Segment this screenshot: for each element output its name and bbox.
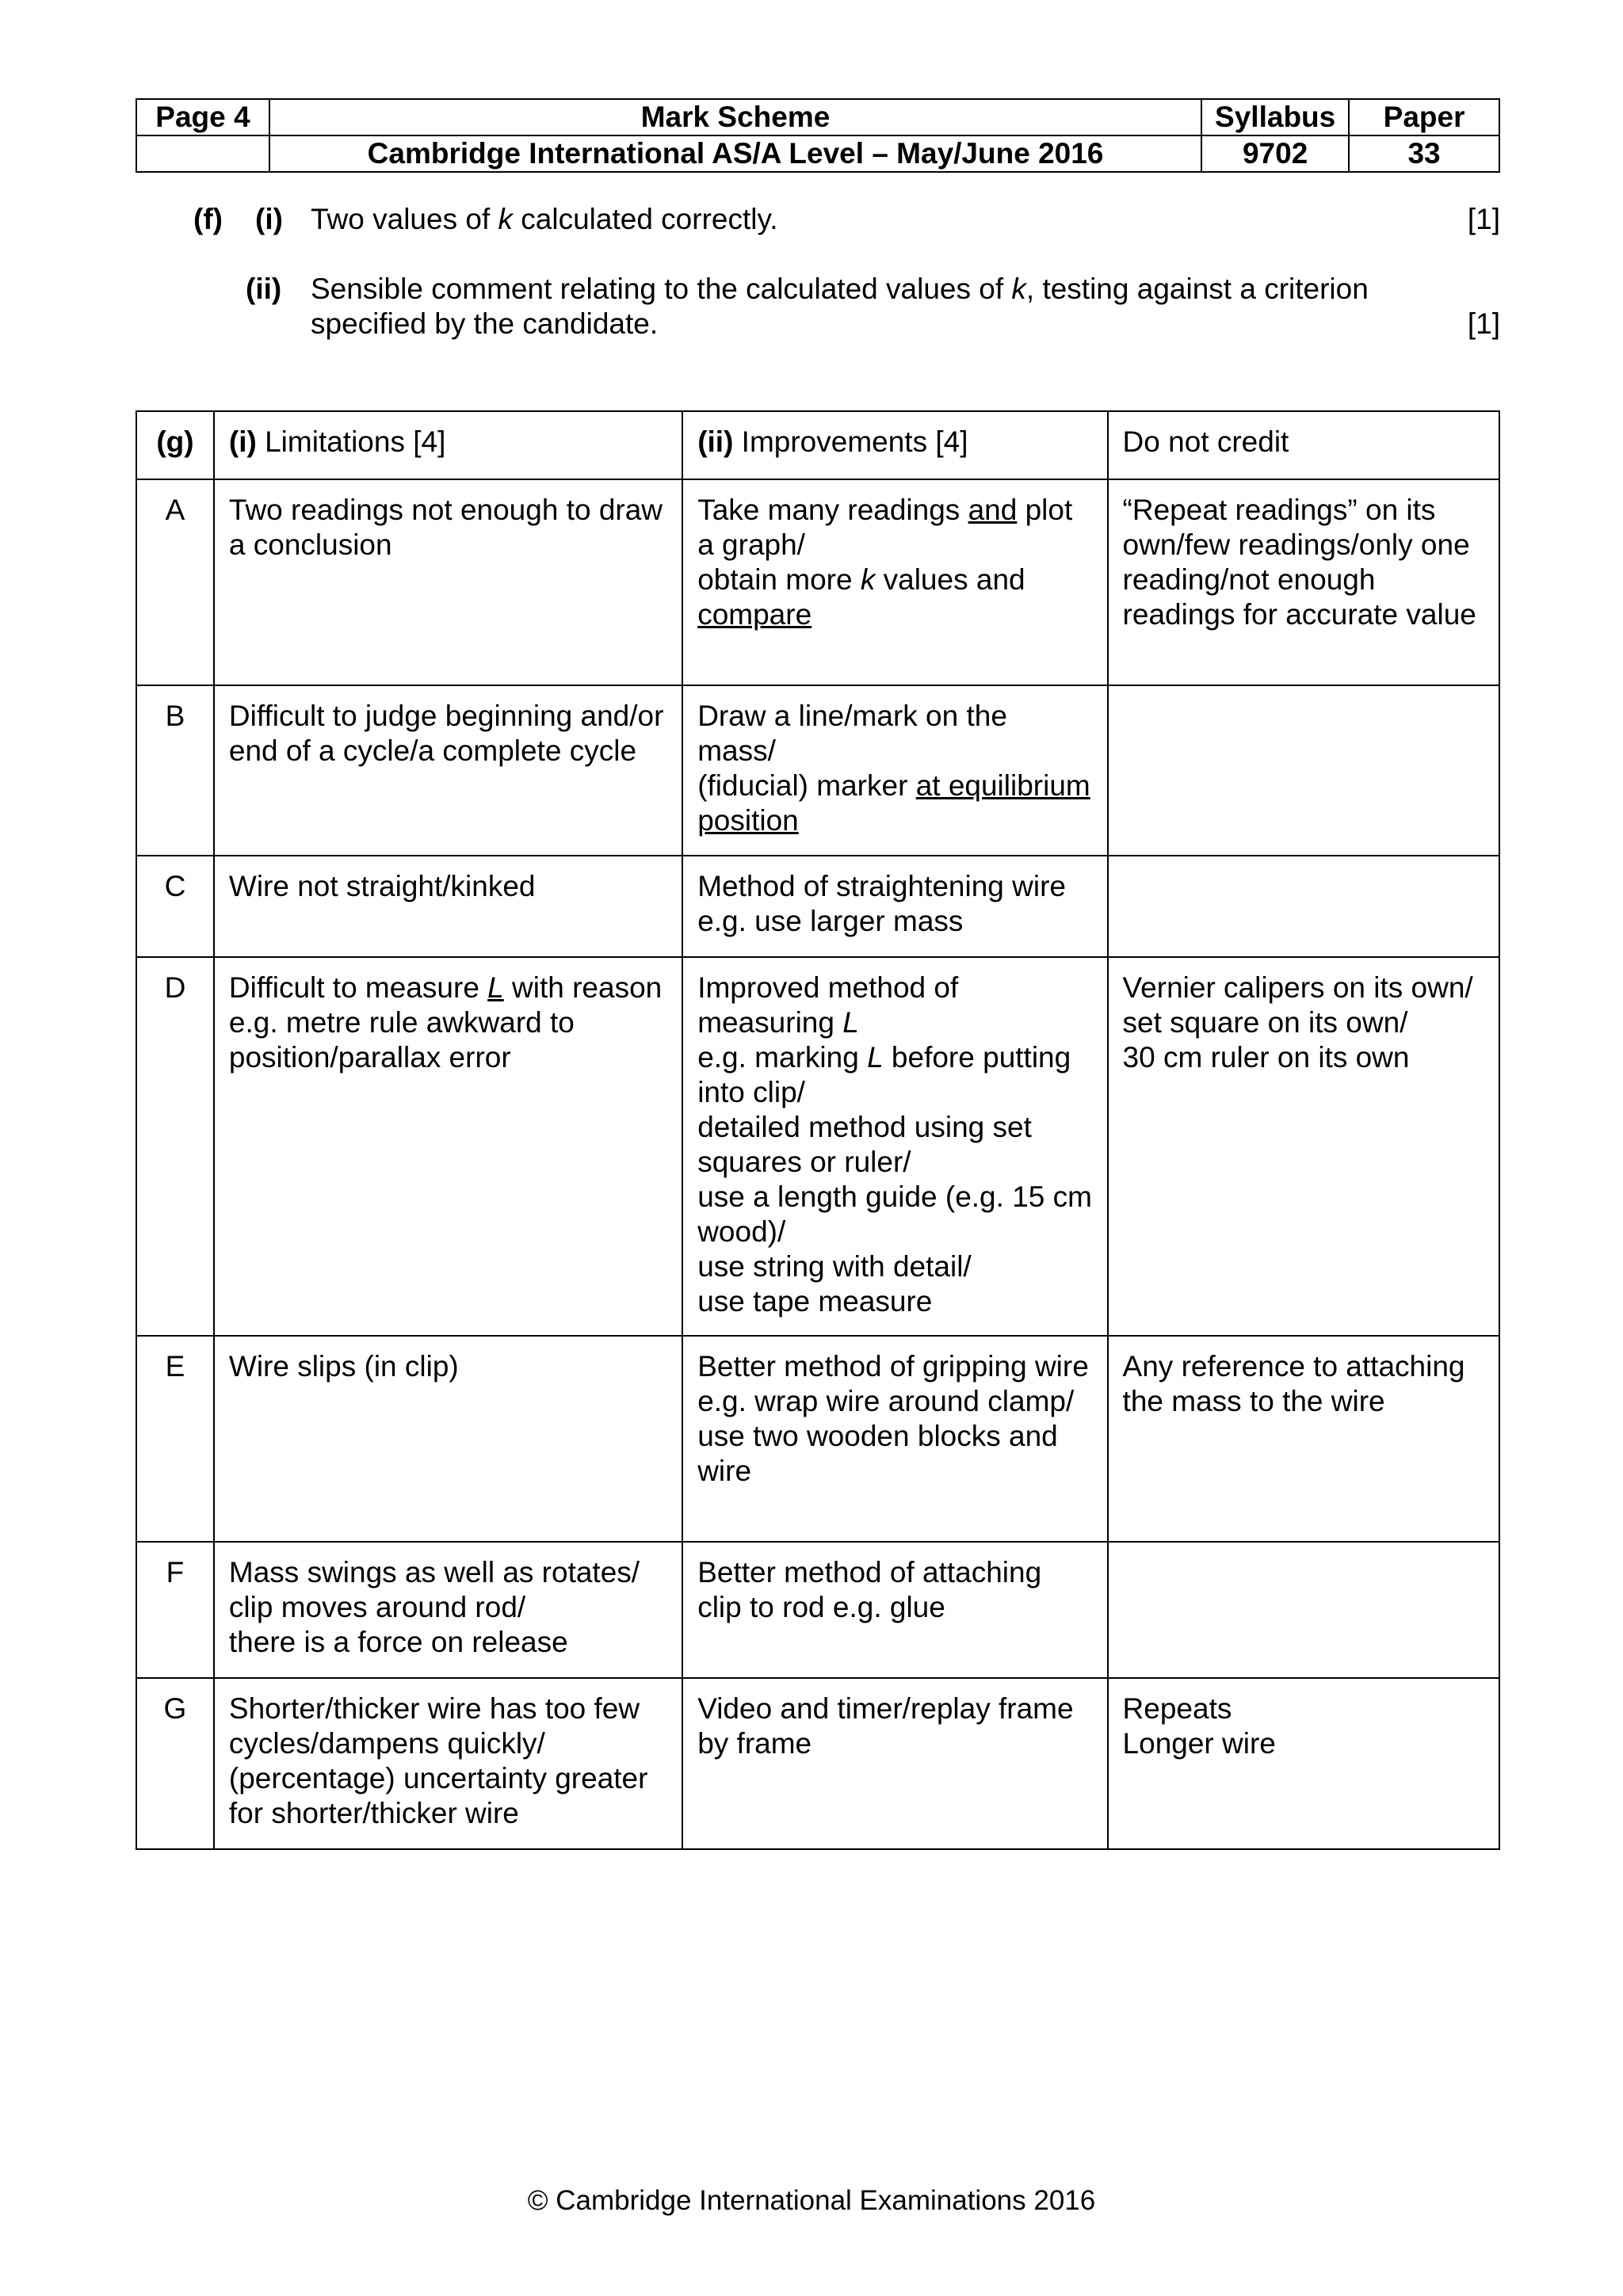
- doc-type: Mark Scheme: [269, 99, 1201, 135]
- do-not-credit-cell: [1108, 1678, 1499, 1849]
- part-f-i-label: (i): [255, 203, 283, 235]
- text-line: Repeats: [1122, 1692, 1232, 1725]
- text-line: 30 cm ruler on its own: [1122, 1041, 1410, 1074]
- header-do-not-credit: Do not credit: [1108, 411, 1499, 479]
- row-key: C: [136, 856, 214, 957]
- table-row: [136, 1336, 1499, 1542]
- text-fragment: , testing against a criterion specified by the candidate.: [311, 273, 1369, 340]
- do-not-credit-cell: “Repeat readings” on its own/few readings/only one reading/not enough readings for accurate value: [1108, 479, 1499, 685]
- qualification: Cambridge International AS/A Level – May/June 2016: [269, 135, 1201, 172]
- header-table: [136, 98, 1500, 173]
- copyright-footer: © Cambridge International Examinations 2016: [527, 2185, 1096, 2216]
- text-fragment: calculated correctly.: [513, 203, 778, 235]
- syllabus-label: Syllabus: [1201, 99, 1349, 135]
- text-fragment: Two values of: [311, 203, 498, 235]
- paper-number: 33: [1349, 135, 1499, 172]
- text-line: e.g. metre rule awkward to position/parallax error: [228, 1006, 575, 1074]
- table-row: [136, 685, 1499, 856]
- text-line: [229, 971, 667, 1005]
- text-line: Mass swings as well as rotates/: [228, 1556, 640, 1589]
- text-line: Longer wire: [1122, 1727, 1276, 1760]
- improvement-cell: [682, 1336, 1107, 1542]
- variable-l: L: [842, 1006, 859, 1039]
- text-line: detailed method using set squares or ruler/: [697, 1111, 1032, 1178]
- row-key: E: [136, 1336, 214, 1542]
- text-fragment: Improved method of measuring: [697, 971, 959, 1039]
- text-fragment: Sensible comment relating to the calculated values of: [311, 273, 1012, 305]
- limitation-cell: Difficult to judge beginning and/or end of a cycle/a complete cycle: [214, 685, 682, 856]
- table-row: [136, 957, 1499, 1336]
- text-fragment: obtain more: [697, 563, 861, 596]
- variable-k: k: [498, 203, 514, 235]
- text-line: use two wooden blocks and wire: [697, 1420, 1058, 1487]
- limitations-table: [136, 410, 1500, 1850]
- part-f-ii-label: (ii): [246, 273, 282, 305]
- text-line: (percentage) uncertainty greater for shorter/thicker wire: [228, 1762, 648, 1829]
- part-f-ii-mark: [1]: [1467, 307, 1500, 340]
- header-g: (g): [136, 411, 214, 479]
- do-not-credit-cell: [1108, 685, 1499, 856]
- improvement-cell: [682, 479, 1107, 685]
- variable-k: k: [1011, 273, 1026, 305]
- variable-l: L: [487, 971, 504, 1004]
- improvement-cell: Video and timer/replay frame by frame: [682, 1678, 1107, 1849]
- text-fragment: Limitations [4]: [256, 425, 446, 458]
- paper-label: Paper: [1349, 99, 1499, 135]
- row-key: B: [136, 685, 214, 856]
- text-fragment: (ii): [697, 425, 734, 458]
- text-fragment: e.g. marking: [697, 1041, 868, 1074]
- text-line: e.g. wrap wire around clamp/: [697, 1385, 1075, 1417]
- text-line: [697, 769, 1092, 838]
- table-row: [136, 1678, 1499, 1849]
- text-fragment: before putting into clip/: [697, 1041, 1071, 1108]
- text-fragment: (fiducial) marker: [697, 769, 916, 802]
- limitation-cell: [214, 1678, 682, 1849]
- improvement-cell: [682, 856, 1107, 957]
- part-f-i-text: [311, 202, 778, 237]
- limitation-cell: [214, 957, 682, 1336]
- header-improvements: [682, 411, 1107, 479]
- variable-k: k: [860, 563, 876, 596]
- text-line: Better method of gripping wire: [697, 1350, 1089, 1383]
- syllabus-code: 9702: [1201, 135, 1349, 172]
- part-f-ii-text: [311, 272, 1420, 341]
- text-fragment: and: [968, 494, 1018, 526]
- text-line: use a length guide (e.g. 15 cm wood)/: [697, 1180, 1092, 1248]
- do-not-credit-cell: [1108, 856, 1499, 957]
- do-not-credit-cell: [1108, 957, 1499, 1336]
- text-line: Method of straightening wire: [697, 870, 1066, 902]
- table-row: [136, 479, 1499, 685]
- text-fragment: (i): [228, 425, 257, 458]
- row-key: D: [136, 957, 214, 1336]
- improvement-cell: [682, 685, 1107, 856]
- text-line: clip moves around rod/: [228, 1591, 526, 1623]
- text-fragment: at equilibrium position: [697, 769, 1090, 837]
- text-fragment: compare: [697, 598, 812, 631]
- text-line: e.g. use larger mass: [697, 905, 964, 937]
- text-line: [697, 1040, 1092, 1110]
- limitation-cell: Two readings not enough to draw a conclusion: [214, 479, 682, 685]
- text-line: Shorter/thicker wire has too few cycles/dampens quickly/: [228, 1692, 640, 1760]
- row-key: G: [136, 1678, 214, 1849]
- row-key: A: [136, 479, 214, 685]
- table-header-row: [136, 411, 1499, 479]
- table-row: [136, 1542, 1499, 1678]
- text-line: set square on its own/: [1122, 1006, 1408, 1039]
- text-fragment: plot a graph/: [697, 494, 1073, 561]
- text-line: [697, 563, 1092, 632]
- text-fragment: Improvements [4]: [733, 425, 968, 458]
- text-line: [697, 493, 1092, 563]
- variable-l: L: [867, 1041, 884, 1074]
- limitation-cell: Wire not straight/kinked: [214, 856, 682, 957]
- text-fragment: Difficult to measure: [228, 971, 488, 1004]
- part-f-i-mark: [1]: [1467, 203, 1500, 235]
- part-f-label: (f): [193, 203, 223, 235]
- text-fragment: with reason: [503, 971, 663, 1004]
- text-fragment: values and: [875, 563, 1025, 596]
- text-line: use string with detail/: [697, 1250, 972, 1283]
- text-line: use tape measure: [697, 1285, 933, 1318]
- text-line: [697, 971, 1092, 1040]
- text-line: Vernier calipers on its own/: [1122, 971, 1473, 1004]
- text-line: there is a force on release: [228, 1626, 568, 1658]
- row-key: F: [136, 1542, 214, 1678]
- table-row: [136, 856, 1499, 957]
- header-empty-cell: [136, 135, 269, 172]
- do-not-credit-cell: Any reference to attaching the mass to the wire: [1108, 1336, 1499, 1542]
- limitation-cell: Wire slips (in clip): [214, 1336, 682, 1542]
- do-not-credit-cell: [1108, 1542, 1499, 1678]
- text-fragment: Take many readings: [697, 494, 968, 526]
- header-limitations: [214, 411, 682, 479]
- page-label: Page 4: [136, 99, 269, 135]
- limitation-cell: [214, 1542, 682, 1678]
- improvement-cell: [682, 957, 1107, 1336]
- text-line: Draw a line/mark on the mass/: [697, 700, 1007, 767]
- improvement-cell: Better method of attaching clip to rod e.g. glue: [682, 1542, 1107, 1678]
